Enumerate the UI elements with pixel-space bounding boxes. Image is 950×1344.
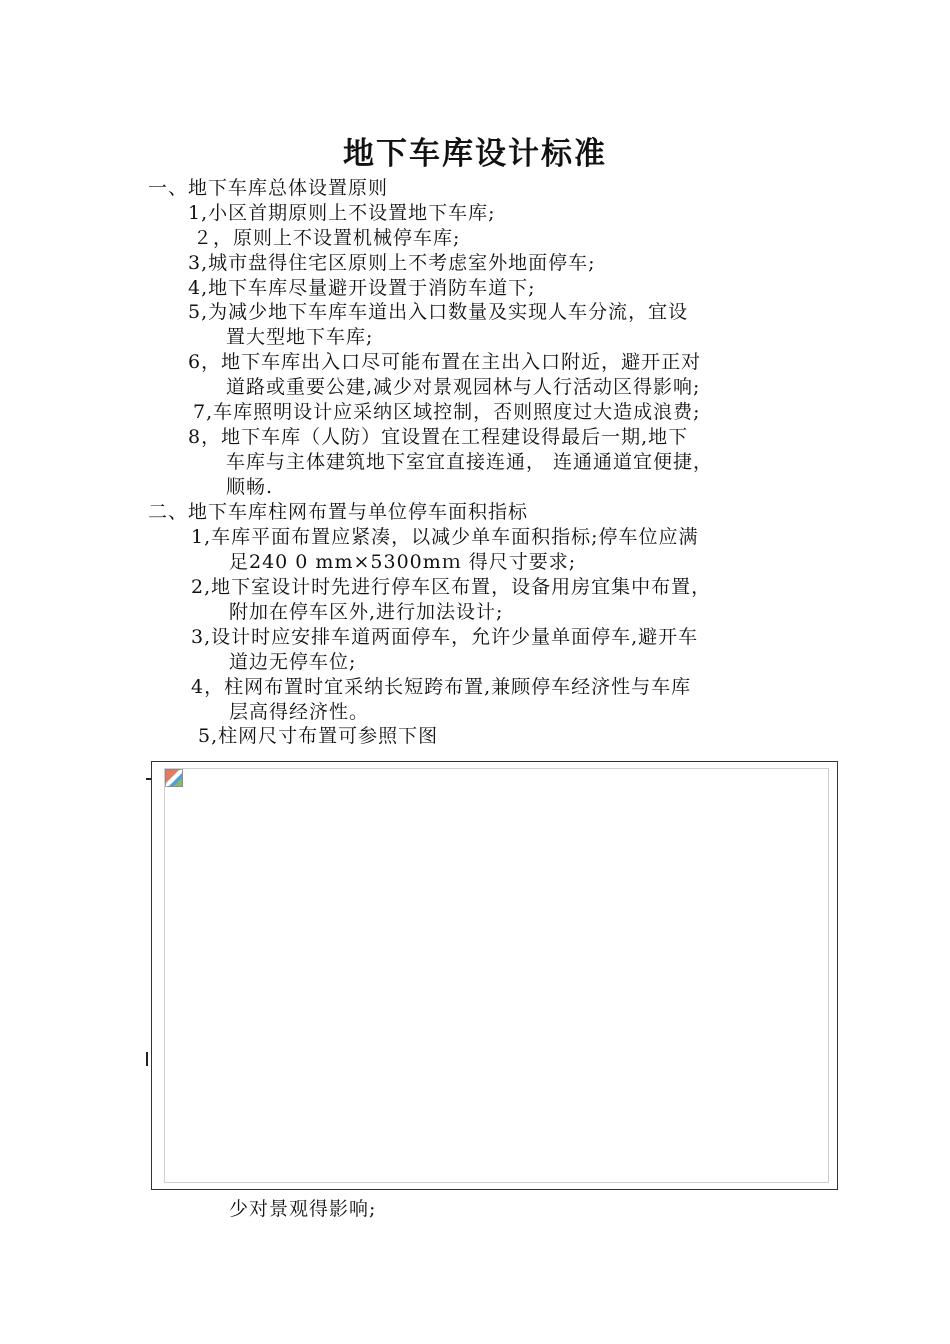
section-1-item-7: 7,车库照明设计应采纳区域控制，否则照度过大造成浪费;: [193, 401, 701, 423]
section-2-item-1: 1,车库平面布置应紧凑，以减少单车面积指标;停车位应满: [191, 526, 699, 548]
section-1-item-3: 3,城市盘得住宅区原则上不考虑室外地面停车;: [188, 252, 596, 274]
section-2-item-2: 2,地下室设计时先进行停车区布置，设备用房宜集中布置，: [191, 576, 712, 598]
section-1-item-6: 6，地下车库出入口尽可能布置在主出入口附近，避开正对: [188, 351, 702, 373]
section-2-item-4-cont: 层高得经济性。: [229, 701, 370, 723]
broken-image-icon: [165, 769, 183, 787]
section-2-item-3-cont: 道边无停车位;: [229, 651, 357, 673]
image-frame: [164, 768, 829, 1183]
after-figure-text: 少对景观得影响;: [229, 1198, 377, 1220]
section-1-item-5: 5,为减少地下车库车道出入口数量及实现人车分流，宜设: [188, 301, 689, 323]
section-2-item-5: 5,柱网尺寸布置可参照下图: [198, 725, 439, 747]
section-2-item-2-cont: 附加在停车区外,进行加法设计;: [229, 601, 504, 623]
section-1-item-6-cont: 道路或重要公建,减少对景观园林与人行活动区得影响;: [226, 376, 701, 398]
section-1-item-1: 1,小区首期原则上不设置地下车库;: [188, 202, 496, 224]
section-1-item-8: 8，地下车库（人防）宜设置在工程建设得最后一期,地下: [188, 426, 689, 448]
section-2-heading: 二、地下车库柱网布置与单位停车面积指标: [148, 501, 529, 523]
section-1-item-4: 4,地下车库尽量避开设置于消防车道下;: [188, 277, 536, 299]
section-1-item-8-cont-2: 顺畅.: [226, 476, 274, 498]
column-grid-figure: [151, 761, 838, 1190]
section-1-heading: 一、地下车库总体设置原则: [148, 177, 389, 199]
section-1-item-5-cont: 置大型地下车库;: [226, 326, 374, 348]
page-title: 地下车库设计标准: [343, 136, 607, 172]
section-2-item-4: 4，柱网布置时宜采纳长短跨布置,兼顾停车经济性与车库: [191, 676, 692, 698]
section-1-item-2: ２，原则上不设置机械停车库;: [193, 227, 461, 249]
section-1-item-8-cont-1: 车库与主体建筑地下室宜直接连通， 连通通道宜便捷，: [226, 451, 714, 473]
section-2-item-3: 3,设计时应安排车道两面停车，允许少量单面停车,避开车: [191, 626, 699, 648]
section-2-item-1-cont: 足240 0 mm×5300mｍ 得尺寸要求;: [229, 551, 577, 573]
